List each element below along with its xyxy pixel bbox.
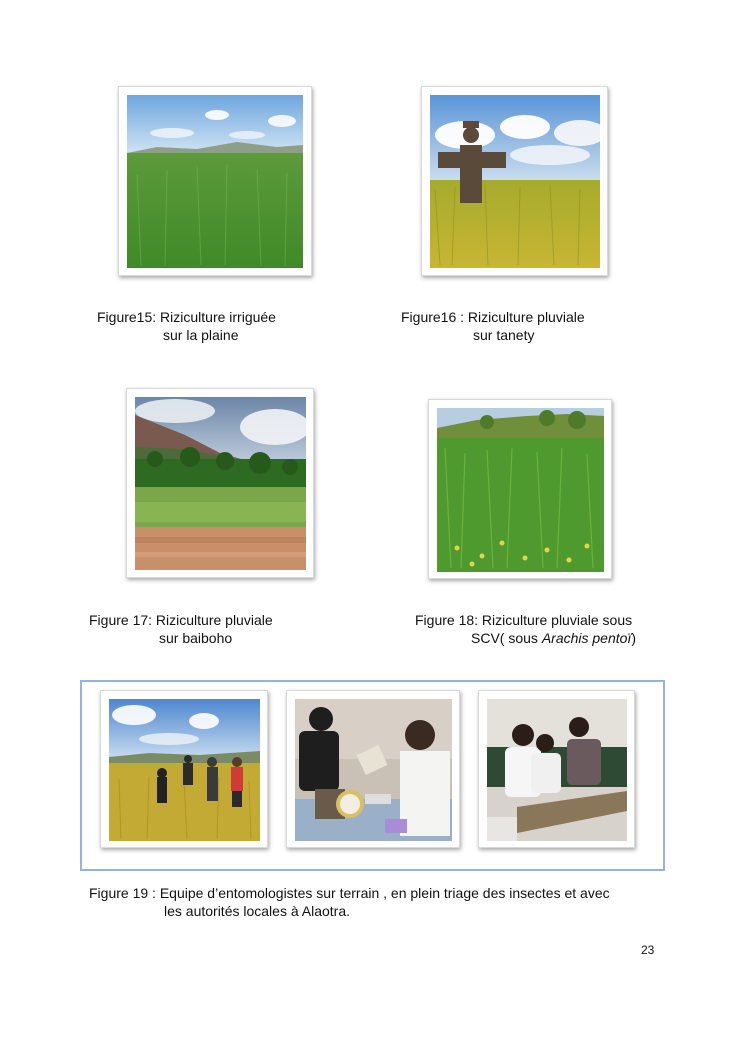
- irrigated-rice-plain-image: [127, 95, 303, 268]
- figure-19-photo-2: [286, 690, 460, 848]
- figure-16-caption-line2: sur tanety: [473, 327, 535, 343]
- figure-18-caption-line2-suffix: ): [631, 630, 636, 646]
- scarecrow-rice-field-image: [430, 95, 600, 268]
- figure-15-caption-line1: Figure15: Riziculture irriguée: [97, 309, 276, 325]
- figure-15-caption: [97, 308, 276, 344]
- figure-19-caption: [89, 884, 610, 920]
- figure-16-caption-line1: Figure16 : Riziculture pluviale: [401, 309, 585, 325]
- figure-17-caption: [89, 611, 273, 647]
- figure-18-caption-line2: [415, 629, 636, 647]
- figure-18-caption: [415, 611, 636, 647]
- figure-19-caption-line1: Figure 19 : Equipe d’entomologistes sur terrain , en plein triage des insectes et avec: [89, 885, 610, 901]
- figure-18-photo: [428, 399, 612, 579]
- insect-sorting-image: [295, 699, 452, 841]
- meeting-local-authorities-image: [487, 699, 627, 841]
- figure-16-caption: [401, 308, 585, 344]
- figure-17-photo: [126, 388, 314, 578]
- figure-16-photo: [421, 86, 608, 276]
- rainfed-rice-baiboho-image: [135, 397, 306, 570]
- figure-15-photo: [118, 86, 312, 276]
- page-number: 23: [641, 943, 655, 957]
- figure-17-caption-line2: sur baiboho: [159, 630, 233, 646]
- team-in-rice-field-image: [109, 699, 260, 841]
- figure-19-collage: [80, 680, 665, 871]
- figure-18-caption-italic: Arachis pentoï: [541, 630, 632, 646]
- rainfed-rice-scv-image: [437, 408, 604, 572]
- figure-18-caption-line1: Figure 18: Riziculture pluviale sous: [415, 612, 633, 628]
- figure-19-photo-3: [478, 690, 635, 848]
- figure-15-caption-line2: sur la plaine: [163, 327, 239, 343]
- figure-17-caption-line1: Figure 17: Riziculture pluviale: [89, 612, 273, 628]
- figure-18-caption-line2-prefix: SCV( sous: [471, 630, 542, 646]
- figure-19-photo-1: [100, 690, 268, 848]
- figure-19-caption-line2: les autorités locales à Alaotra.: [164, 903, 350, 919]
